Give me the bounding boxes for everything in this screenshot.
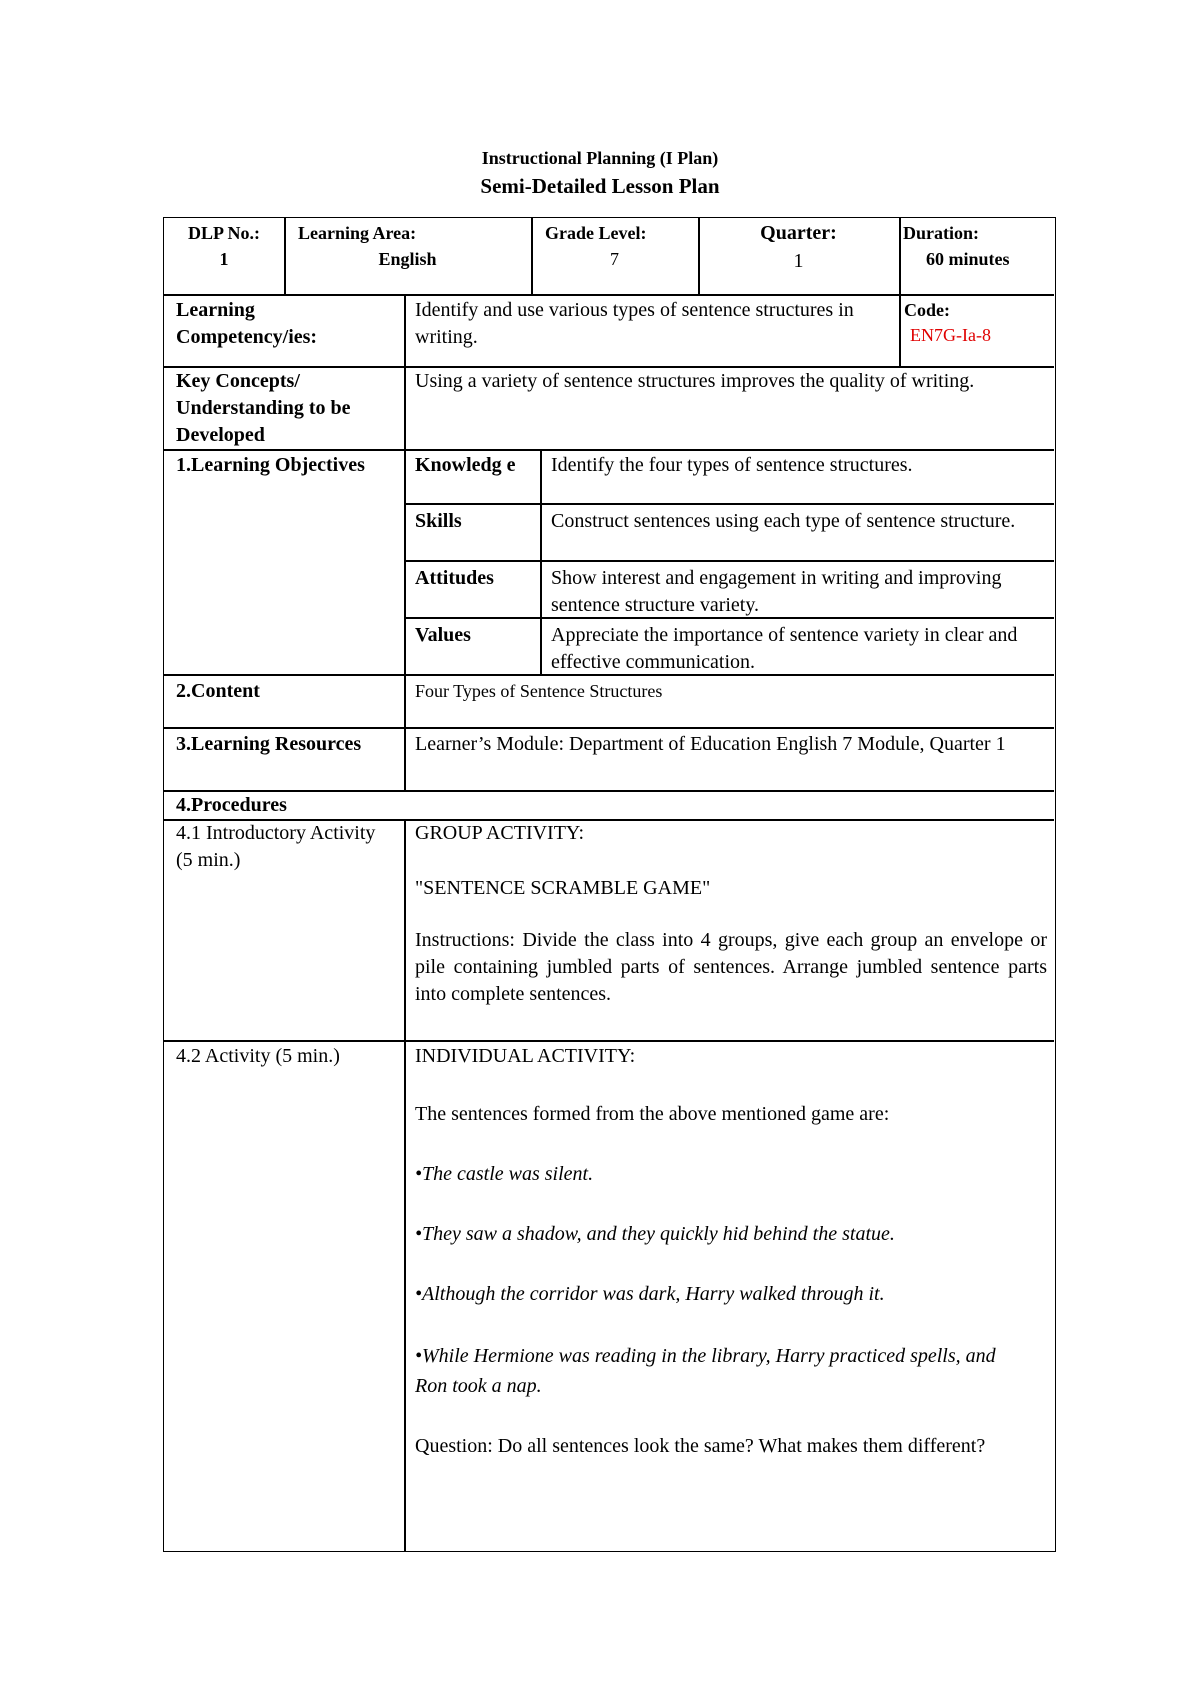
- activity-sentence: •While Hermione was reading in the library, Harry practiced spells, and Ron took a nap.: [415, 1345, 996, 1397]
- intro-activity-game: "SENTENCE SCRAMBLE GAME": [415, 877, 711, 899]
- lesson-plan-table: [163, 217, 1056, 1552]
- activity-sentence: •The castle was silent.: [415, 1163, 594, 1185]
- row-divider: [404, 503, 1054, 505]
- document-title: Instructional Planning (I Plan): [481, 148, 719, 168]
- dlp-label: DLP No.:: [188, 223, 260, 243]
- code-value: EN7G-Ia-8: [910, 325, 991, 345]
- col-divider: [404, 819, 406, 1551]
- row-divider: [164, 449, 1054, 451]
- key-concepts-label: Key Concepts/ Understanding to be Developed: [176, 370, 351, 446]
- code-label: Code:: [904, 300, 950, 320]
- activity-sentence: •Although the corridor was dark, Harry walked through it.: [415, 1283, 885, 1305]
- learning-area-value: English: [378, 249, 437, 269]
- quarter-label: Quarter:: [760, 222, 837, 244]
- procedures-label: 4.Procedures: [176, 794, 287, 816]
- activity-question: Question: Do all sentences look the same? What makes them different?: [415, 1435, 986, 1457]
- competency-text: Identify and use various types of sentence structures in writing.: [415, 299, 854, 348]
- activity-heading: INDIVIDUAL ACTIVITY:: [415, 1045, 636, 1067]
- objective-domain-knowledge: Knowledg e: [415, 454, 516, 476]
- objective-domain-skills: Skills: [415, 510, 462, 532]
- content-text: Four Types of Sentence Structures: [415, 681, 663, 701]
- activity-lead: The sentences formed from the above mentioned game are:: [415, 1103, 890, 1125]
- competency-label: Learning Competency/ies:: [176, 299, 318, 348]
- col-divider: [540, 449, 542, 674]
- objective-text-skills: Construct sentences using each type of sentence structure.: [551, 510, 1016, 532]
- grade-level-label: Grade Level:: [545, 223, 647, 243]
- row-divider: [404, 560, 1054, 562]
- objective-text-knowledge: Identify the four types of sentence structures.: [551, 454, 913, 476]
- objective-text-attitudes: Show interest and engagement in writing and improving sentence structure variety.: [551, 567, 1002, 616]
- duration-label: Duration:: [903, 223, 979, 243]
- activity-label: 4.2 Activity (5 min.): [176, 1045, 340, 1067]
- document-subtitle: Semi-Detailed Lesson Plan: [480, 174, 720, 198]
- dlp-value: 1: [219, 249, 229, 269]
- key-concepts-text: Using a variety of sentence structures improves the quality of writing.: [415, 370, 975, 392]
- row-divider: [164, 1040, 1054, 1042]
- col-divider: [899, 218, 901, 366]
- objectives-label: 1.Learning Objectives: [176, 454, 365, 476]
- quarter-value: 1: [793, 250, 804, 272]
- col-divider: [404, 294, 406, 790]
- row-divider: [164, 294, 1054, 296]
- resources-text: Learner’s Module: Department of Education English 7 Module, Quarter 1: [415, 733, 1006, 755]
- activity-sentence: •They saw a shadow, and they quickly hid behind the statue.: [415, 1223, 895, 1245]
- learning-area-label: Learning Area:: [298, 223, 417, 243]
- objective-domain-values: Values: [415, 624, 471, 646]
- resources-label: 3.Learning Resources: [176, 733, 362, 755]
- intro-activity-instructions: Instructions: Divide the class into 4 groups, give each group an envelope or pile containing jumbled parts of sentences. Arrange jumbled sentence parts into complete sentences.: [415, 929, 1047, 1005]
- grade-level-value: 7: [610, 249, 619, 269]
- duration-value: 60 minutes: [926, 249, 1010, 269]
- content-label: 2.Content: [176, 680, 260, 702]
- row-divider: [164, 727, 1054, 729]
- objective-text-values: Appreciate the importance of sentence variety in clear and effective communication.: [551, 624, 1018, 673]
- objective-domain-attitudes: Attitudes: [415, 567, 494, 589]
- intro-activity-heading: GROUP ACTIVITY:: [415, 822, 585, 844]
- row-divider: [164, 790, 1054, 792]
- intro-activity-label: 4.1 Introductory Activity (5 min.): [176, 822, 376, 871]
